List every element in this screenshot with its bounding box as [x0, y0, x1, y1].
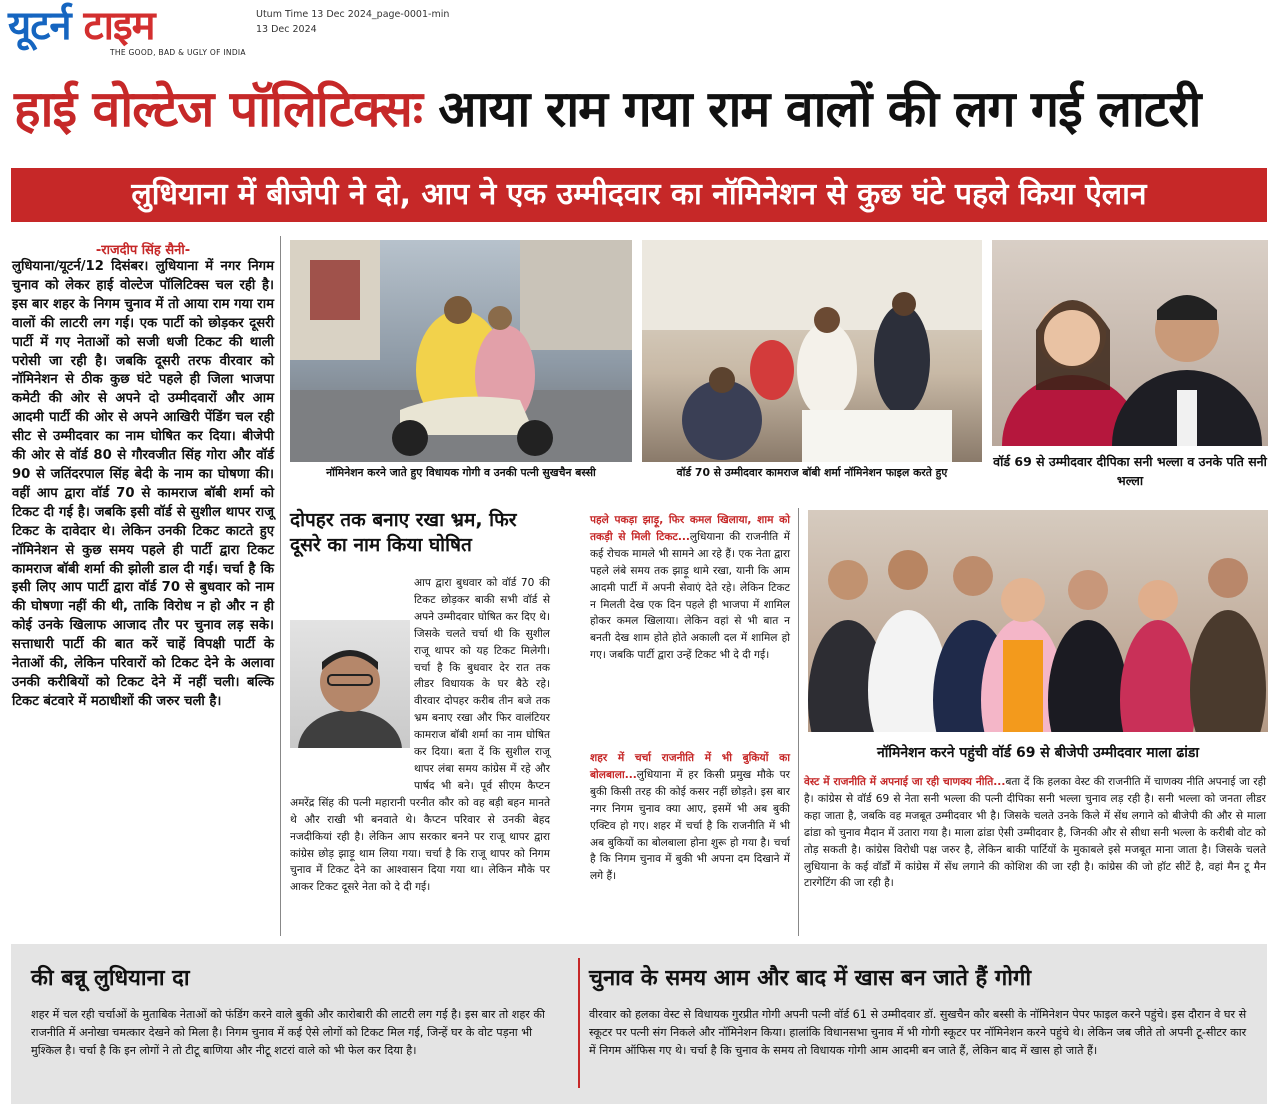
caption-photo1: नॉमिनेशन करने जाते हुए विधायक गोगी व उनकी पत्नी सुखचैन बस्सी: [290, 466, 632, 480]
filing-illustration: [642, 240, 982, 462]
byline: -राजदीप सिंह सैनी-: [95, 243, 191, 258]
headline-red: हाई वोल्टेज पॉलिटिक्सः: [14, 80, 422, 138]
article2-body: आप द्वारा बुधवार को वॉर्ड 70 की टिकट छोड़कर बाकी सभी वॉर्ड से अपने उम्मीदवार घोषित कर दिए थे। जिसके चलते चर्चा थी कि सुशील राजू थापर को यह टिकट मिलेगी। चर्चा है कि बुधवार देर रात तक लीडर विधायक के घर बैठे रहे। वीरवार दोपहर करीब तीन बजे तक भ्रम बनाए रखा और फिर वालंटियर कामराज बॉबी शर्मा का नाम घोषित कर दिया। बता दें कि सुशील राजू थापर लंबा समय कांग्रेस में रहे और पार्षद भी बने। पूर्व सीएम कैप्टन अमरेंद्र सिंह की पत्नी महारानी परनीत कौर को वह बड़ी बहन मानते थे और राखी भी बनवाते थे। कैप्टन परिवार से उनकी बेहद नजदीकियां रही है। लेकिन आप सरकार बनने पर राजू थापर द्वारा कांग्रेस छोड़ झाड़ू थाम लिया गया। चर्चा है कि राजू थापर को निगम चुनाव में टिकट देने का आश्वासन दिया गया था। लेकिन मौके पर आकर टिकट दूसरे नेता को दे दी गई।: [290, 577, 550, 894]
column-divider: [280, 236, 281, 936]
photo-nomination-filing: [642, 240, 982, 462]
article2: [290, 508, 550, 558]
main-article: [12, 240, 274, 712]
article3: [590, 512, 790, 664]
photo-couple: [992, 240, 1268, 446]
caption-photo2: वॉर्ड 70 से उम्मीदवार कामराज बॉबी शर्मा नॉमिनेशन फाइल करते हुए: [642, 466, 982, 480]
bottom-right-body: वीरवार को हलका वेस्ट से विधायक गुरप्रीत गोगी अपनी पत्नी वॉर्ड 61 से उम्मीदवार डॉ. सुखचैन कौर बस्सी के नॉमिनेशन पेपर फाइल करने पहुंचे। इस दौरान वे घर से स्कूटर पर पत्नी संग निकले और नॉमिनेशन किया। हालांकि विधानसभा चुनाव में भी गोगी स्कूटर पर नॉमिनेशन करने पहुंचे थे। लेकिन जब जीते तो अपनी टू-सीटर कार में निगम ऑफिस गए थे। चर्चा है कि चुनाव के समय तो विधायक गोगी आम आदमी बन जाते हैं, लेकिन बाद में खास हो जाते हैं।: [589, 1008, 1247, 1057]
article3-lead: पहले पकड़ा झाड़ू, फिर कमल खिलाया, शाम को तकड़ी से मिली टिकट...: [590, 514, 790, 543]
group-illustration: [808, 510, 1268, 732]
article5-lead: वेस्ट में राजनीति में अपनाई जा रही चाणक्य नीति...: [804, 776, 1006, 788]
bottom-box: [11, 944, 1267, 1104]
column-divider-2: [798, 508, 799, 936]
edition-date: 13 Dec 2024: [256, 24, 317, 35]
file-name: Utum Time 13 Dec 2024_page-0001-min: [256, 9, 450, 20]
bottom-left-article: [31, 964, 561, 1060]
bottom-divider: [578, 958, 580, 1088]
article3-body: लुधियाना की राजनीति में कई रोचक मामले भी सामने आ रहे हैं। एक नेता द्वारा पहले लंबे समय तक झाड़ू थामे रखा, यानी कि आम आदमी पार्टी में अपनी सेवाएं देते रहे। लेकिन टिकट न मिलती देख एक दिन पहले ही भाजपा में शामिल होकर कमल खिलाया। लेकिन वहां से भी बात न बनती देख शाम होते होते अकाली दल में शामिल हो गए। जबकि पार्टी द्वारा उन्हें टिकट भी दे दी गई।: [590, 530, 790, 662]
subheadline-banner: लुधियाना में बीजेपी ने दो, आप ने एक उम्मीदवार का नॉमिनेशन से कुछ घंटे पहले किया ऐलान: [11, 168, 1267, 222]
article2-heading: दोपहर तक बनाए रखा भ्रम, फिर दूसरे का नाम किया घोषित: [290, 509, 517, 556]
logo-part1: यूटर्न: [8, 3, 71, 49]
article4-body: लुधियाना में हर किसी प्रमुख मौके पर बुकी किसी तरह की कोई कसर नहीं छोड़ते। इस बार नगर निगम चुनाव क्या आए, इसमें भी अब बुकी एक्टिव हो गए। शहर में चर्चा है कि राजनीति में भी अब बुकियों का बोलबाला होना शुरू हो गया है। चर्चा है कि निगम चुनाव में बुकी भी अपना दम दिखाने में लगे हैं।: [590, 768, 790, 883]
masthead-tagline: THE GOOD, BAD & UGLY OF INDIA: [110, 48, 246, 57]
logo-part2: टाइम: [83, 3, 155, 49]
headline-black: आया राम गया राम वालों की लग गई लाटरी: [421, 80, 1201, 138]
caption-photo3: वॉर्ड 69 से उम्मीदवार दीपिका सनी भल्ला व उनके पति सनी भल्ला: [993, 454, 1267, 488]
article5: [804, 774, 1266, 892]
bottom-left-heading: की बन्नू लुधियाना दा: [31, 966, 190, 991]
main-article-body: लुधियाना/यूटर्न/12 दिसंबर। लुधियाना में नगर निगम चुनाव को लेकर हाई वोल्टेज पॉलिटिक्स चल रही है। इस बार शहर के निगम चुनाव में तो आया राम गया राम वालों की लाटरी लग गई। एक पार्टी को छोड़कर दूसरी पार्टी में गए नेताओं को सजी धजी टिकट की थाली परोसी जा रही है। जबकि दूसरी तरफ वीरवार को नॉमिनेशन से ठीक कुछ घंटे पहले ही जिला भाजपा कमेटी की ओर से अपने दो उम्मीदवारों और आम आदमी पार्टी की ओर से अपने आखिरी पेंडिंग चल रही सीट से उम्मीदवार का नाम घोषित कर दिया। बीजेपी की ओर से वॉर्ड 80 से गौरवजीत सिंह गोरा और वॉर्ड 90 से जतिंदरपाल सिंह बेदी के नाम का घोषणा की। वहीं आप द्वारा वॉर्ड 70 से कामराज बॉबी शर्मा को टिकट दी गई है। जबकि इसी वॉर्ड से सुशील थापर राजू टिकट के दावेदार थे। लेकिन उनकी टिकट काटते हुए नॉमिनेशन से कुछ समय पहले ही पार्टी द्वारा टिकट कामराज बॉबी शर्मा की झोली डाल दी गई। चर्चा है कि इसी लिए आप पार्टी द्वारा वॉर्ड 70 से बुधवार को नाम की घोषणा नहीं की थी, ताकि विरोध न हो और न ही कोई उनके खिलाफ आजाद तौर पर चुनाव लड़ सके। सत्ताधारी पार्टी की बात करें चाहें विपक्षी पार्टी के नेताओं की, लेकिन परिवारों को टिकट देने के अलावा उनकी करीबियों को टिकट देने में नहीं चली। बल्कि टिकट बंटवारे में मठाधीशों की जरुर चली है।: [12, 259, 274, 709]
photo-group: [808, 510, 1268, 732]
edition-info: [256, 7, 449, 37]
bottom-left-body: शहर में चल रही चर्चाओं के मुताबिक नेताओं को फंडिंग करने वाले बुकी और कारोबारी की लाटरी लग गई है। इस बार तो शहर की राजनीति में अनोखा चमत्कार देखने को मिला है। निगम चुनाव में कई ऐसे लोगों को टिकट मिल गई, जिन्हें घर के वोट पड़ना भी मुश्किल है। चर्चा है कि इन लोगों ने तो टीटू बाणिया और नीटू शटरां वाले को भी फेल कर दिया है।: [31, 1008, 545, 1057]
bottom-right-article: [589, 964, 1249, 1060]
couple-illustration: [992, 240, 1268, 446]
article5-body: बता दें कि हलका वेस्ट की राजनीति में चाणक्य नीति अपनाई जा रही है। कांग्रेस से वॉर्ड 69 से नेता सनी भल्ला की पत्नी दीपिका सनी भल्ला चुनाव लड़ रही है। सनी भल्ला को जनता लीडर कहा जाता है, जबकि वह मजबूत उम्मीदवार भी है। जिसके चलते उनके किले में सेंध लगाने को बीजेपी की और से माला ढांडा को चुनाव मैदान में उतारा गया है। माला ढांडा ऐसी उम्मीदवार है, जिनकी और से सीधा सनी भल्ला के करीबी वोट को तोड़ सकती है। कांग्रेस विरोधी पक्ष जरुर है, लेकिन बाकी पार्टियों के मुकाबले इसे मजबूत माना जाता है। जिसके चलते लुधियाना के कई वॉर्डों में कांग्रेस में सेंध लगाने की कोशिश की जा रही है। कांग्रेस की जो हॉट सीटें है, वहां मैन टू मैन टारगेटिंग की जा रही है।: [804, 776, 1266, 890]
bottom-right-heading: चुनाव के समय आम और बाद में खास बन जाते हैं गोगी: [589, 966, 1032, 991]
article4-lead: शहर में चर्चा राजनीति में भी बुकियों का बोलबाला...: [590, 752, 790, 781]
page-headline: [14, 78, 1270, 140]
caption-photo5: नॉमिनेशन करने पहुंची वॉर्ड 69 से बीजेपी उम्मीदवार माला ढांडा: [808, 742, 1268, 764]
photo-scooter: [290, 240, 632, 462]
article2-body-wrap: [290, 575, 550, 896]
portrait-float: [290, 619, 414, 794]
scooter-illustration: [290, 240, 632, 462]
article4: [590, 750, 790, 885]
masthead-logo: [8, 4, 155, 48]
